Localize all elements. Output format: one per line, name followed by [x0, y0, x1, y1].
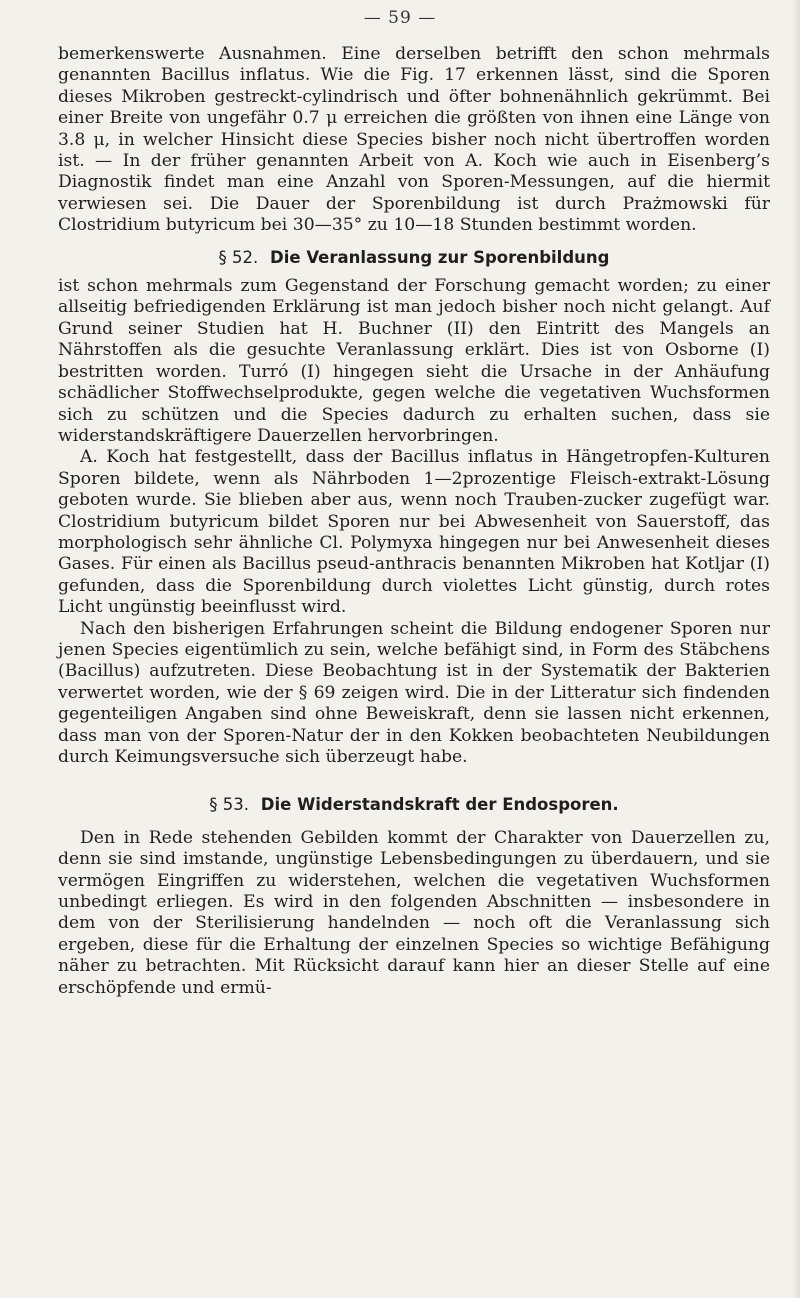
paragraph: Nach den bisherigen Erfahrungen scheint die Bildung endogener Sporen nur jenen Species eigentümlich zu sein, welche befähigt sind, in Form des Stäbchens (Bacillus) aufzutreten. Diese Beobachtung ist in der Systematik der Bakterien verwertet worden, wie der § 69 zeigen wird. Die in der Litteratur sich findenden gegenteiligen Angaben sind ohne Beweiskraft, denn sie lassen nicht erkennen, dass man von der Sporen-Natur der in den Kokken beobachteten Neubildungen durch Keimungsversuche sich überzeugt habe. [58, 618, 770, 767]
body-text [58, 44, 770, 999]
paragraph: Den in Rede stehenden Gebilden kommt der Charakter von Dauerzellen zu, denn sie sind imstande, ungünstige Lebensbedingungen zu überdauern, und sie vermögen Eingriffen zu widerstehen, welchen die vegetativen Wuchsformen unbedingt erliegen. Es wird in den folgenden Abschnitten — insbesondere in dem von der Sterilisierung handelnden — noch oft die Veranlassung sich ergeben, diese für die Erhaltung der einzelnen Species so wichtige Befähigung näher zu betrachten. Mit Rücksicht darauf kann hier an dieser Stelle auf eine erschöpfende und ermü- [58, 827, 770, 998]
section-number: § 52. [218, 247, 259, 267]
section-heading-52 [58, 247, 770, 268]
paragraph: bemerkenswerte Ausnahmen. Eine derselben betrifft den schon mehrmals genannten Bacillus inflatus. Wie die Fig. 17 erkennen lässt, sind die Sporen dieses Mikroben gestreckt-cylindrisch und öfter bohnenähnlich gekrümmt. Bei einer Breite von ungefähr 0.7 μ erreichen die größten von ihnen eine Länge von 3.8 μ, in welcher Hinsicht diese Species bisher noch nicht übertroffen worden ist. — In der früher genannten Arbeit von A. Koch wie auch in Eisenberg’s Diagnostik findet man eine Anzahl von Sporen-Messungen, auf die hiermit verwiesen sei. Die Dauer der Sporenbildung ist durch Prażmowski für Clostridium butyricum bei 30—35° zu 10—18 Stunden bestimmt worden. [58, 44, 770, 236]
page-edge-shadow [792, 0, 800, 1298]
section-title: Die Veranlassung zur Sporenbildung [270, 247, 610, 267]
page-number: — 59 — [363, 8, 437, 28]
paragraph: A. Koch hat festgestellt, dass der Bacillus inflatus in Hängetropfen-Kulturen Sporen bildete, wenn als Nährboden 1—2prozentige Fleisch-extrakt-Lösung geboten wurde. Sie blieben aber aus, wenn noch Trauben-zucker zugefügt war. Clostridium butyricum bildet Sporen nur bei Abwesenheit von Sauerstoff, das morphologisch sehr ähnliche Cl. Polymyxa hingegen nur bei Anwesenheit dieses Gases. Für einen als Bacillus pseud-anthracis benannten Mikroben hat Kotljar (I) gefunden, dass die Sporenbildung durch violettes Licht günstig, durch rotes Licht ungünstig beeinflusst wird. [58, 447, 770, 618]
section-number: § 53. [209, 795, 250, 815]
paragraph: ist schon mehrmals zum Gegenstand der Forschung gemacht worden; zu einer allseitig befriedigenden Erklärung ist man jedoch bisher noch nicht gelangt. Auf Grund seiner Studien hat H. Buchner (II) den Eintritt des Mangels an Nährstoffen als die gesuchte Veranlassung erklärt. Dies ist von Osborne (I) bestritten worden. Turró (I) hingegen sieht die Ursache in der Anhäufung schädlicher Stoffwechselprodukte, gegen welche die vegetativen Wuchsformen sich zu schützen und die Species dadurch zu erhalten suchen, dass sie widerstandskräftigere Dauerzellen hervorbringen. [58, 276, 770, 446]
section-heading-53 [58, 794, 770, 815]
section-title: Die Widerstandskraft der Endosporen. [260, 795, 619, 815]
